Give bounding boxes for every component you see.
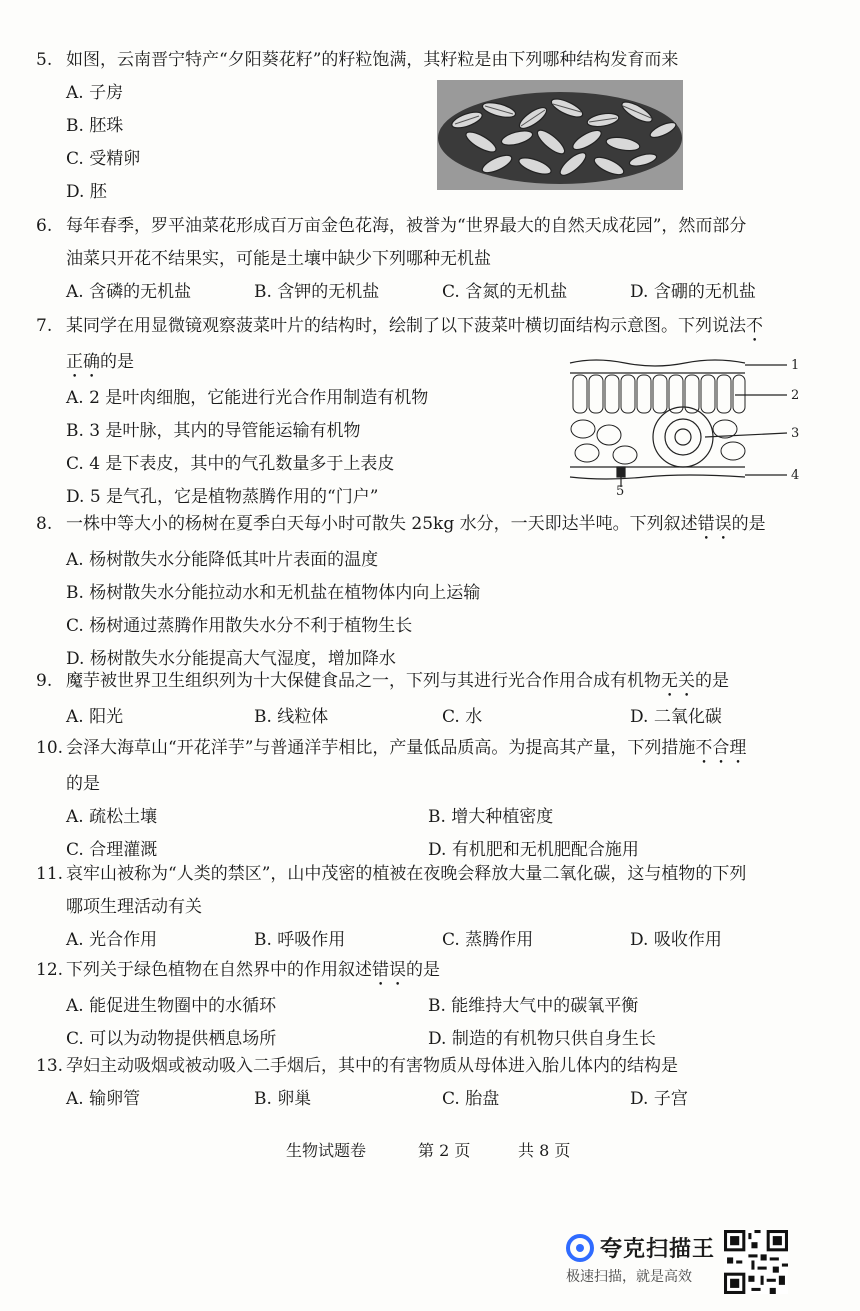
question-stem-line-1: 每年春季，罗平油菜花形成百万亩金色花海，被誉为“世界最大的自然天成花园”，然而部分 <box>66 216 747 236</box>
sunflower-seeds-photo <box>437 80 683 190</box>
figure-label-4: 4 <box>791 468 800 483</box>
question-5 <box>36 44 830 209</box>
option-a: A. 杨树散失水分能降低其叶片表面的温度 <box>66 550 379 570</box>
question-number: 9. <box>36 671 53 691</box>
question-10 <box>36 732 830 867</box>
option-b: B. 能维持大气中的碳氧平衡 <box>428 996 639 1016</box>
question-12 <box>36 954 830 1056</box>
question-number: 8. <box>36 514 53 534</box>
option-b: B. 3 是叶脉，其内的导管能运输有机物 <box>66 421 361 441</box>
option-a: A. 含磷的无机盐 <box>66 282 192 302</box>
question-stem-line-2: 哪项生理活动有关 <box>66 897 202 917</box>
option-b: B. 呼吸作用 <box>254 930 346 950</box>
question-13 <box>36 1050 830 1116</box>
option-b: B. 线粒体 <box>254 707 329 727</box>
option-a: A. 输卵管 <box>66 1089 141 1109</box>
question-number: 5. <box>36 50 53 70</box>
question-stem: 如图，云南晋宁特产“夕阳葵花籽”的籽粒饱满，其籽粒是由下列哪种结构发育而来 <box>66 50 679 70</box>
question-11 <box>36 858 830 957</box>
leaf-cross-section-diagram <box>565 355 805 495</box>
emphasis-text: 不合理 <box>695 738 747 758</box>
option-d: D. 吸收作用 <box>630 930 722 950</box>
question-8 <box>36 508 830 676</box>
question-number: 10. <box>36 738 64 758</box>
question-7: 7. 某同学在用显微镜观察菠菜叶片的结构时，绘制了以下菠菜叶横切面结构示意图。下列说法不 正确的是 A. 2 是叶肉细胞，它能进行光合作用制造有机物 B. 3 是叶脉，其内的导管能运输有机物 C. 4 是下表皮，其中的气孔数量多于上表皮 D. 5 是气孔，它是植物蒸腾作用的“门户” <box>36 310 830 514</box>
option-d: D. 有机肥和无机肥配合施用 <box>428 840 639 860</box>
option-c: C. 合理灌溉 <box>66 840 158 860</box>
option-c: C. 可以为动物提供栖息场所 <box>66 1029 277 1049</box>
option-c: C. 水 <box>442 707 483 727</box>
question-number: 7. <box>36 316 53 336</box>
figure-label-5: 5 <box>616 484 625 495</box>
question-stem: 会泽大海草山“开花洋芋”与普通洋芋相比，产量低品质高。为提高其产量，下列措施不合理 <box>66 738 747 758</box>
quark-logo-icon <box>566 1234 594 1262</box>
footer-page-number: 第 2 页 <box>418 1141 471 1160</box>
option-c: C. 蒸腾作用 <box>442 930 534 950</box>
footer-subject: 生物试题卷 <box>286 1141 367 1160</box>
question-stem: 下列关于绿色植物在自然界中的作用叙述错误的是 <box>66 960 440 980</box>
question-stem-line-2: 的是 <box>66 774 100 794</box>
question-number: 12. <box>36 960 64 980</box>
figure-label-2: 2 <box>791 388 800 403</box>
emphasis-text: 无关 <box>661 671 695 691</box>
option-c: C. 杨树通过蒸腾作用散失水分不利于植物生长 <box>66 616 413 636</box>
emphasis-text: 错误 <box>372 960 406 980</box>
scanner-app-name: 夸克扫描王 <box>600 1237 716 1262</box>
option-a: A. 光合作用 <box>66 930 158 950</box>
option-c: C. 含氮的无机盐 <box>442 282 568 302</box>
figure-label-3: 3 <box>791 426 800 441</box>
question-stem-line-2: 油菜只开花不结果实，可能是土壤中缺少下列哪种无机盐 <box>66 249 491 269</box>
question-6 <box>36 210 830 309</box>
option-b: B. 增大种植密度 <box>428 807 554 827</box>
question-9 <box>36 665 830 734</box>
option-d: D. 含硼的无机盐 <box>630 282 756 302</box>
emphasis-text: 正确 <box>66 352 100 372</box>
option-a: A. 阳光 <box>66 707 124 727</box>
question-stem-line-1: 哀牢山被称为“人类的禁区”，山中茂密的植被在夜晚会释放大量二氧化碳，这与植物的下列 <box>66 864 747 884</box>
option-c: C. 受精卵 <box>66 149 141 169</box>
option-c: C. 4 是下表皮，其中的气孔数量多于上表皮 <box>66 454 395 474</box>
footer-total-pages: 共 8 页 <box>518 1141 571 1160</box>
qr-code-icon <box>724 1230 788 1294</box>
scanner-slogan: 极速扫描，就是高效 <box>566 1269 692 1285</box>
option-d: D. 杨树散失水分能提高大气湿度，增加降水 <box>66 649 396 669</box>
option-b: B. 胚珠 <box>66 116 124 136</box>
option-d: D. 二氧化碳 <box>630 707 722 727</box>
question-stem: 某同学在用显微镜观察菠菜叶片的结构时，绘制了以下菠菜叶横切面结构示意图。下列说法不 <box>66 316 763 336</box>
question-stem: 魔芋被世界卫生组织列为十大保健食品之一，下列与其进行光合作用合成有机物无关的是 <box>66 671 729 691</box>
option-d: D. 子宫 <box>630 1089 688 1109</box>
figure-label-1: 1 <box>791 358 800 373</box>
option-a: A. 2 是叶肉细胞，它能进行光合作用制造有机物 <box>66 388 429 408</box>
option-b: B. 杨树散失水分能拉动水和无机盐在植物体内向上运输 <box>66 583 481 603</box>
option-a: A. 疏松土壤 <box>66 807 158 827</box>
question-number: 6. <box>36 216 53 236</box>
option-a: A. 能促进生物圈中的水循环 <box>66 996 277 1016</box>
question-number: 13. <box>36 1056 64 1076</box>
question-stem: 孕妇主动吸烟或被动吸入二手烟后，其中的有害物质从母体进入胎儿体内的结构是 <box>66 1056 678 1076</box>
option-d: D. 胚 <box>66 182 107 202</box>
option-b: B. 卵巢 <box>254 1089 312 1109</box>
question-stem: 一株中等大小的杨树在夏季白天每小时可散失 25kg 水分，一天即达半吨。下列叙述错误的是 <box>66 514 766 534</box>
emphasis-text: 错误 <box>697 514 732 534</box>
option-d: D. 5 是气孔，它是植物蒸腾作用的“门户” <box>66 487 379 507</box>
emphasis-text: 不 <box>746 316 763 336</box>
option-c: C. 胎盘 <box>442 1089 500 1109</box>
option-a: A. 子房 <box>66 83 124 103</box>
scanner-watermark <box>562 1230 792 1298</box>
question-number: 11. <box>36 864 64 884</box>
option-d: D. 制造的有机物只供自身生长 <box>428 1029 656 1049</box>
option-b: B. 含钾的无机盐 <box>254 282 380 302</box>
